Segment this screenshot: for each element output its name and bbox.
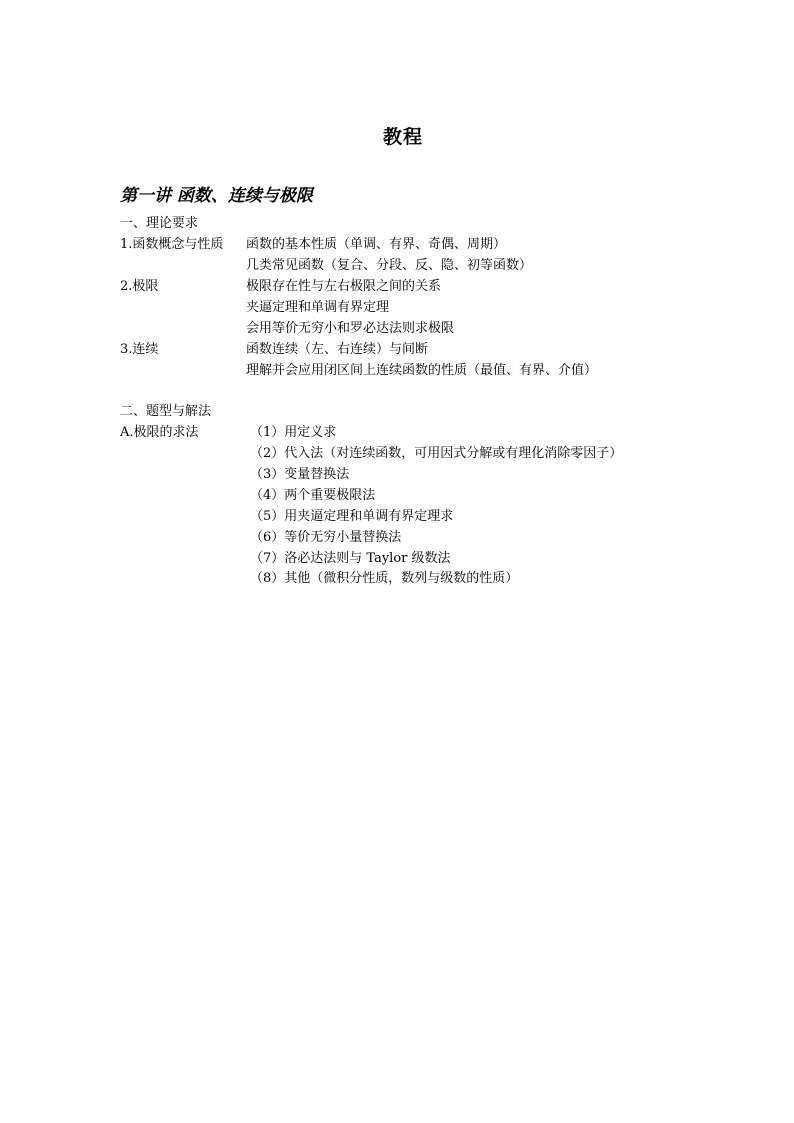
item-line: 函数连续（左、右连续）与间断 bbox=[246, 342, 429, 357]
document-title: 教程 bbox=[382, 126, 423, 148]
item-line: 极限存在性与左右极限之间的关系 bbox=[246, 279, 442, 294]
item-label-continuity: 3.连续 bbox=[120, 342, 159, 357]
item-line: 函数的基本性质（单调、有界、奇偶、周期） bbox=[246, 237, 507, 252]
item-label-function: 1.函数概念与性质 bbox=[120, 237, 224, 252]
method-item: （4）两个重要极限法 bbox=[250, 488, 376, 503]
item-line: 夹逼定理和单调有界定理 bbox=[246, 300, 390, 315]
item-line: 理解并会应用闭区间上连续函数的性质（最值、有界、介值） bbox=[246, 363, 598, 378]
method-item: （2）代入法（对连续函数，可用因式分解或有理化消除零因子） bbox=[250, 446, 623, 461]
lecture-heading: 第一讲 函数、连续与极限 bbox=[120, 186, 313, 206]
section-heading-theory: 一、理论要求 bbox=[120, 216, 199, 231]
method-item: （8）其他（微积分性质，数列与级数的性质） bbox=[250, 571, 519, 586]
method-item: （7）洛必达法则与 Taylor 级数法 bbox=[250, 551, 451, 566]
item-label-limit: 2.极限 bbox=[120, 279, 159, 294]
section-heading-methods: 二、题型与解法 bbox=[120, 404, 212, 419]
method-item: （1）用定义求 bbox=[250, 425, 337, 440]
method-item: （6）等价无穷小量替换法 bbox=[250, 530, 402, 545]
method-item: （5）用夹逼定理和单调有界定理求 bbox=[250, 509, 454, 524]
item-line: 几类常见函数（复合、分段、反、隐、初等函数） bbox=[246, 258, 533, 273]
method-item: （3）变量替换法 bbox=[250, 467, 350, 482]
item-line: 会用等价无穷小和罗必达法则求极限 bbox=[246, 321, 455, 336]
method-group-label: A.极限的求法 bbox=[120, 425, 199, 440]
